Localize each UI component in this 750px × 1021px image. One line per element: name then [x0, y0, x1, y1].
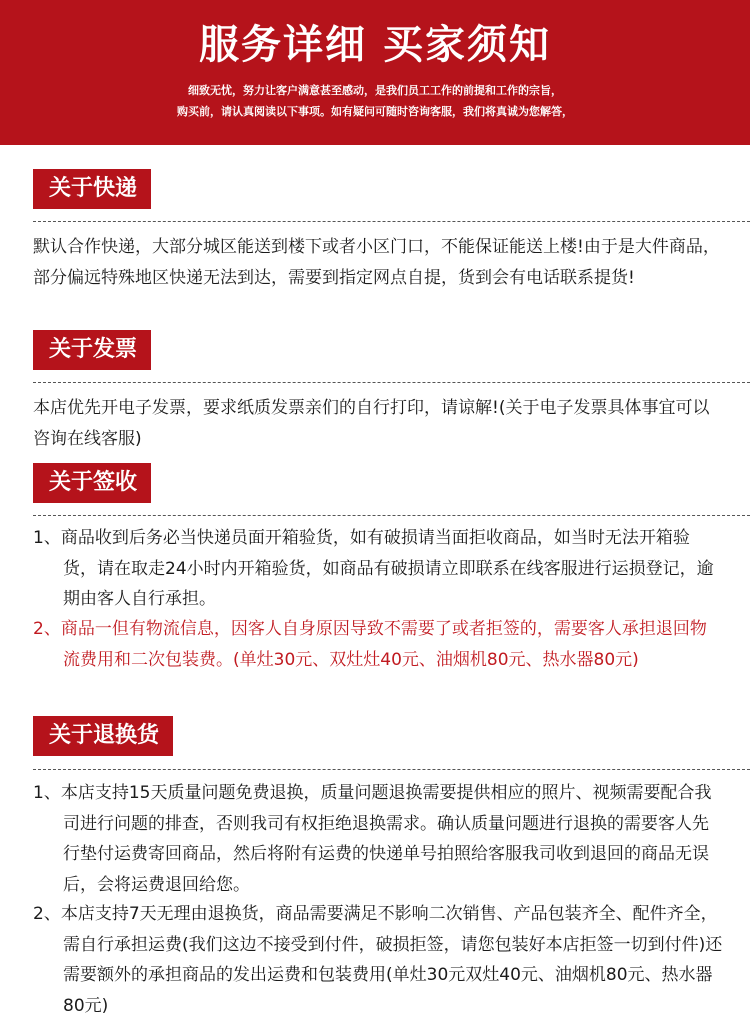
section-title-signing: 关于签收	[33, 463, 151, 503]
returns-item-2: 2、本店支持7天无理由退换货，商品需要满足不影响二次销售、产品包装齐全、配件齐全，需自行承担运费(我们这边不接受到付件，破损拒签，请您包装好本店拒签一切到付件)还需要额外的承担商品的发出运费和包装费用(单灶30元双灶40元、油烟机80元、热水器80元)	[33, 904, 723, 1016]
invoice-text: 本店优先开电子发票，要求纸质发票亲们的自行打印，请谅解!(关于电子发票具体事宜可以咨询在线客服)	[33, 398, 710, 449]
signing-item-1: 1、商品收到后务必当快递员面开箱验货，如有破损请当面拒收商品，如当时无法开箱验货，请在取走24小时内开箱验货，如商品有破损请立即联系在线客服进行运损登记，逾期由客人自行承担。	[33, 528, 714, 609]
header-banner	[0, 0, 750, 145]
page-title: 服务详细 买家须知	[199, 22, 551, 68]
section-title-invoice: 关于发票	[33, 330, 151, 370]
returns-item-1: 1、本店支持15天质量问题免费退换，质量问题退换需要提供相应的照片、视频需要配合我司进行问题的排查，否则我司有权拒绝退换需求。确认质量问题进行退换的需要客人先行垫付运费寄回商品，然后将附有运费的快递单号拍照给客服我司收到退回的商品无误后，会将运费退回给您。	[33, 783, 712, 895]
divider	[33, 515, 750, 516]
express-text: 默认合作快递，大部分城区能送到楼下或者小区门口，不能保证能送上楼!由于是大件商品，部分偏远特殊地区快递无法到达，需要到指定网点自提，货到会有电话联系提货!	[33, 237, 720, 288]
section-title-express: 关于快递	[33, 169, 151, 209]
section-title-returns: 关于退换货	[33, 716, 173, 756]
header-subtitle-line1: 细致无忧，努力让客户满意甚至感动，是我们员工工作的前提和工作的宗旨，	[188, 84, 562, 97]
divider	[33, 382, 750, 383]
signing-item-2: 2、商品一但有物流信息，因客人自身原因导致不需要了或者拒签的，需要客人承担退回物流费用和二次包装费。(单灶30元、双灶灶40元、油烟机80元、热水器80元)	[33, 619, 707, 670]
divider	[33, 221, 750, 222]
header-subtitle-line2: 购买前，请认真阅读以下事项。如有疑问可随时咨询客服，我们将真诚为您解答，	[177, 105, 573, 118]
divider	[33, 769, 750, 770]
